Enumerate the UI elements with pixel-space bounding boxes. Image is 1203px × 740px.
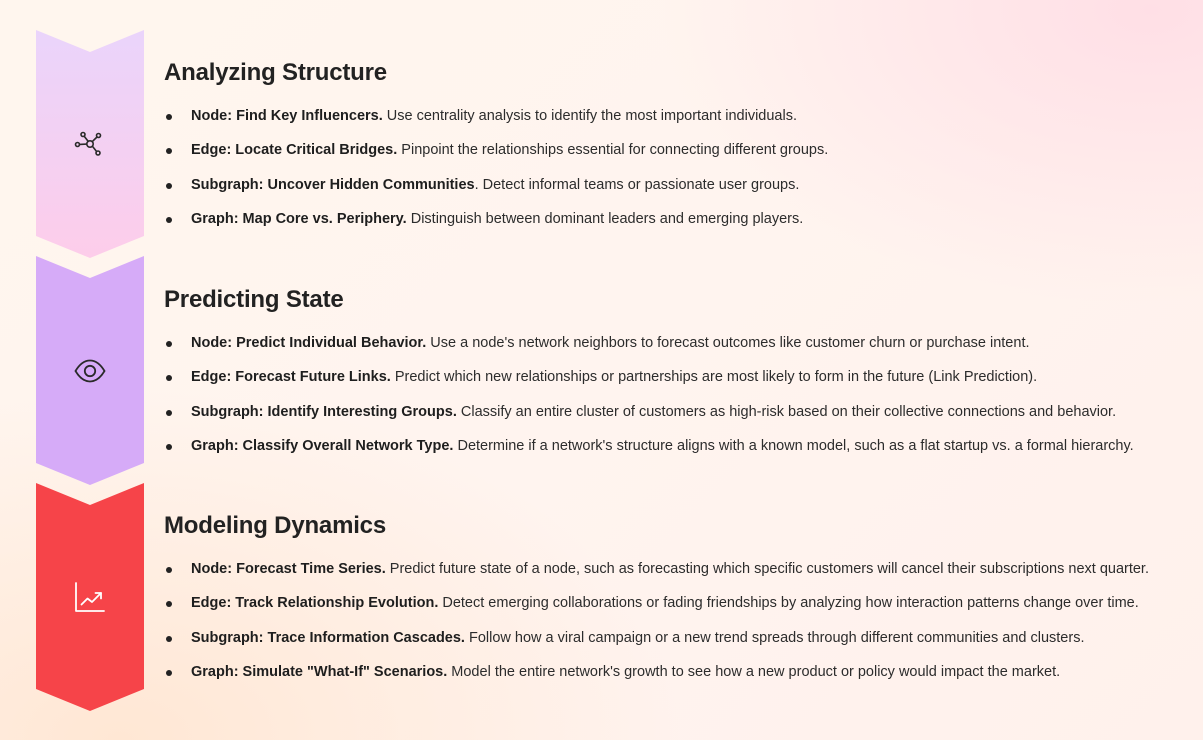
eye-icon [72,353,108,389]
item-text: . Detect informal teams or passionate user groups. [474,176,800,193]
item-text: Model the entire network's growth to see how a new product or policy would impact the market. [447,663,1061,680]
section-title: Predicting State [164,286,344,313]
item-text: Follow how a viral campaign or a new trend spreads through different communities and clusters. [464,629,1085,646]
section-title: Analyzing Structure [164,59,387,86]
list-item [164,333,1194,353]
list-item [164,175,1194,195]
item-label: Node: Forecast Time Series. [191,561,386,577]
item-text: Pinpoint the relationships essential for connecting different groups. [397,142,829,159]
list-item [164,402,1194,422]
item-label: Subgraph: Trace Information Cascades. [191,629,465,646]
item-text: Use a node's network neighbors to forecast outcomes like customer churn or purchase intent. [426,335,1030,351]
network-icon [72,126,108,162]
list-item [164,662,1194,682]
item-text: Determine if a network's structure aligns with a known model, such as a flat startup vs. a formal hierarchy. [453,437,1134,454]
list-item [164,628,1194,648]
item-label: Edge: Track Relationship Evolution. [191,595,439,612]
item-text: Use centrality analysis to identify the most important individuals. [382,108,797,124]
item-label: Graph: Simulate "What-If" Scenarios. [191,663,448,680]
list-item [164,436,1194,456]
item-text: Detect emerging collaborations or fading friendships by analyzing how interaction patterns change over time. [438,595,1139,612]
stage-3-chevron [36,483,144,711]
bullet-list [164,559,1194,682]
bullet-list [164,106,1194,229]
stage-1-chevron [36,30,144,258]
item-text: Predict future state of a node, such as forecasting which specific customers will cancel their subscriptions next quarter. [385,561,1149,577]
list-item [164,140,1194,160]
bullet-list [164,333,1194,456]
item-label: Graph: Map Core vs. Periphery. [191,210,407,227]
item-text: Distinguish between dominant leaders and emerging players. [406,210,804,227]
list-item [164,559,1194,579]
item-text: Classify an entire cluster of customers as high-risk based on their collective connections and behavior. [456,403,1117,420]
stage-2-chevron [36,256,144,485]
section-modeling-dynamics [164,512,1194,696]
item-label: Subgraph: Identify Interesting Groups. [191,403,457,420]
list-item [164,209,1194,229]
item-label: Edge: Forecast Future Links. [191,369,391,386]
section-analyzing-structure [164,59,1194,243]
item-label: Node: Predict Individual Behavior. [191,335,427,351]
item-label: Graph: Classify Overall Network Type. [191,437,454,454]
item-text: Predict which new relationships or partnerships are most likely to form in the future (Link Prediction). [390,369,1038,386]
list-item [164,593,1194,613]
item-label: Node: Find Key Influencers. [191,108,383,124]
item-label: Edge: Locate Critical Bridges. [191,142,398,159]
list-item [164,106,1194,126]
list-item [164,367,1194,387]
trend-chart-icon [72,579,108,615]
section-title: Modeling Dynamics [164,512,386,539]
item-label: Subgraph: Uncover Hidden Communities [191,176,475,193]
section-predicting-state [164,286,1194,470]
